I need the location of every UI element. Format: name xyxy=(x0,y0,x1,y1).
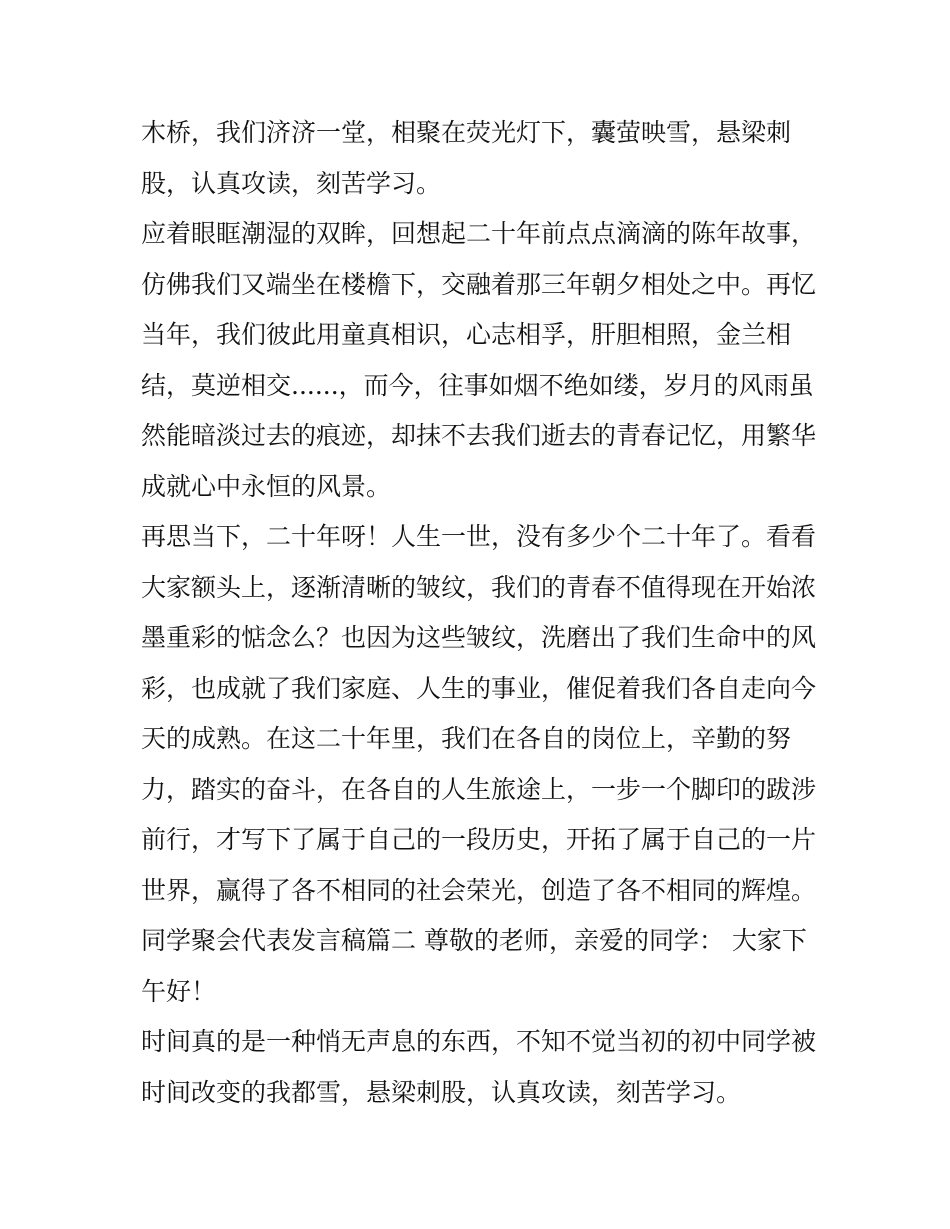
text-line: 天的成熟。在这二十年里，我们在各自的岗位上，辛勤的努 xyxy=(141,724,792,753)
text-line: 再思当下，二十年呀！人生一世，没有多少个二十年了。看看 xyxy=(141,522,817,551)
text-line: 彩，也成就了我们家庭、人生的事业，催促着我们各自走向今 xyxy=(141,673,817,703)
text-line: 木桥，我们济济一堂，相聚在荧光灯下，囊萤映雪，悬梁刺 xyxy=(141,118,792,147)
text-line: 然能暗淡过去的痕迹，却抹不去我们逝去的青春记忆，用繁华 xyxy=(141,421,817,450)
text-line: 力，踏实的奋斗，在各自的人生旅途上，一步一个脚印的跋涉 xyxy=(141,774,817,804)
text-line: 墨重彩的惦念么？也因为这些皱纹，洗磨出了我们生命中的风 xyxy=(141,623,817,652)
document-text-body xyxy=(141,108,821,1118)
text-line: 时间改变的我都雪，悬梁刺股，认真攻读，刻苦学习。 xyxy=(141,1077,742,1107)
text-line: 大家额头上，逐渐清晰的皱纹，我们的青春不值得现在开始浓 xyxy=(141,572,817,602)
text-line: 午好！ xyxy=(141,976,217,1006)
text-line: 当年，我们彼此用童真相识，心志相孚，肝胆相照，金兰相 xyxy=(141,320,792,349)
text-line: 结，莫逆相交......，而今，往事如烟不绝如缕，岁月的风雨虽 xyxy=(141,370,814,400)
text-line: 成就心中永恒的风景。 xyxy=(141,471,392,501)
text-line: 同学聚会代表发言稿篇二 尊敬的老师，亲爱的同学： 大家下 xyxy=(141,926,807,955)
text-line: 股，认真攻读，刻苦学习。 xyxy=(141,168,442,198)
text-line: 时间真的是一种悄无声息的东西，不知不觉当初的初中同学被 xyxy=(141,1027,817,1056)
text-line: 前行，才写下了属于自己的一段历史，开拓了属于自己的一片 xyxy=(141,825,817,854)
text-line: 世界，赢得了各不相同的社会荣光，创造了各不相同的辉煌。 xyxy=(141,875,817,905)
text-line: 应着眼眶潮湿的双眸，回想起二十年前点点滴滴的陈年故事， xyxy=(141,219,817,248)
text-line: 仿佛我们又端坐在楼檐下，交融着那三年朝夕相处之中。再忆 xyxy=(141,269,817,299)
